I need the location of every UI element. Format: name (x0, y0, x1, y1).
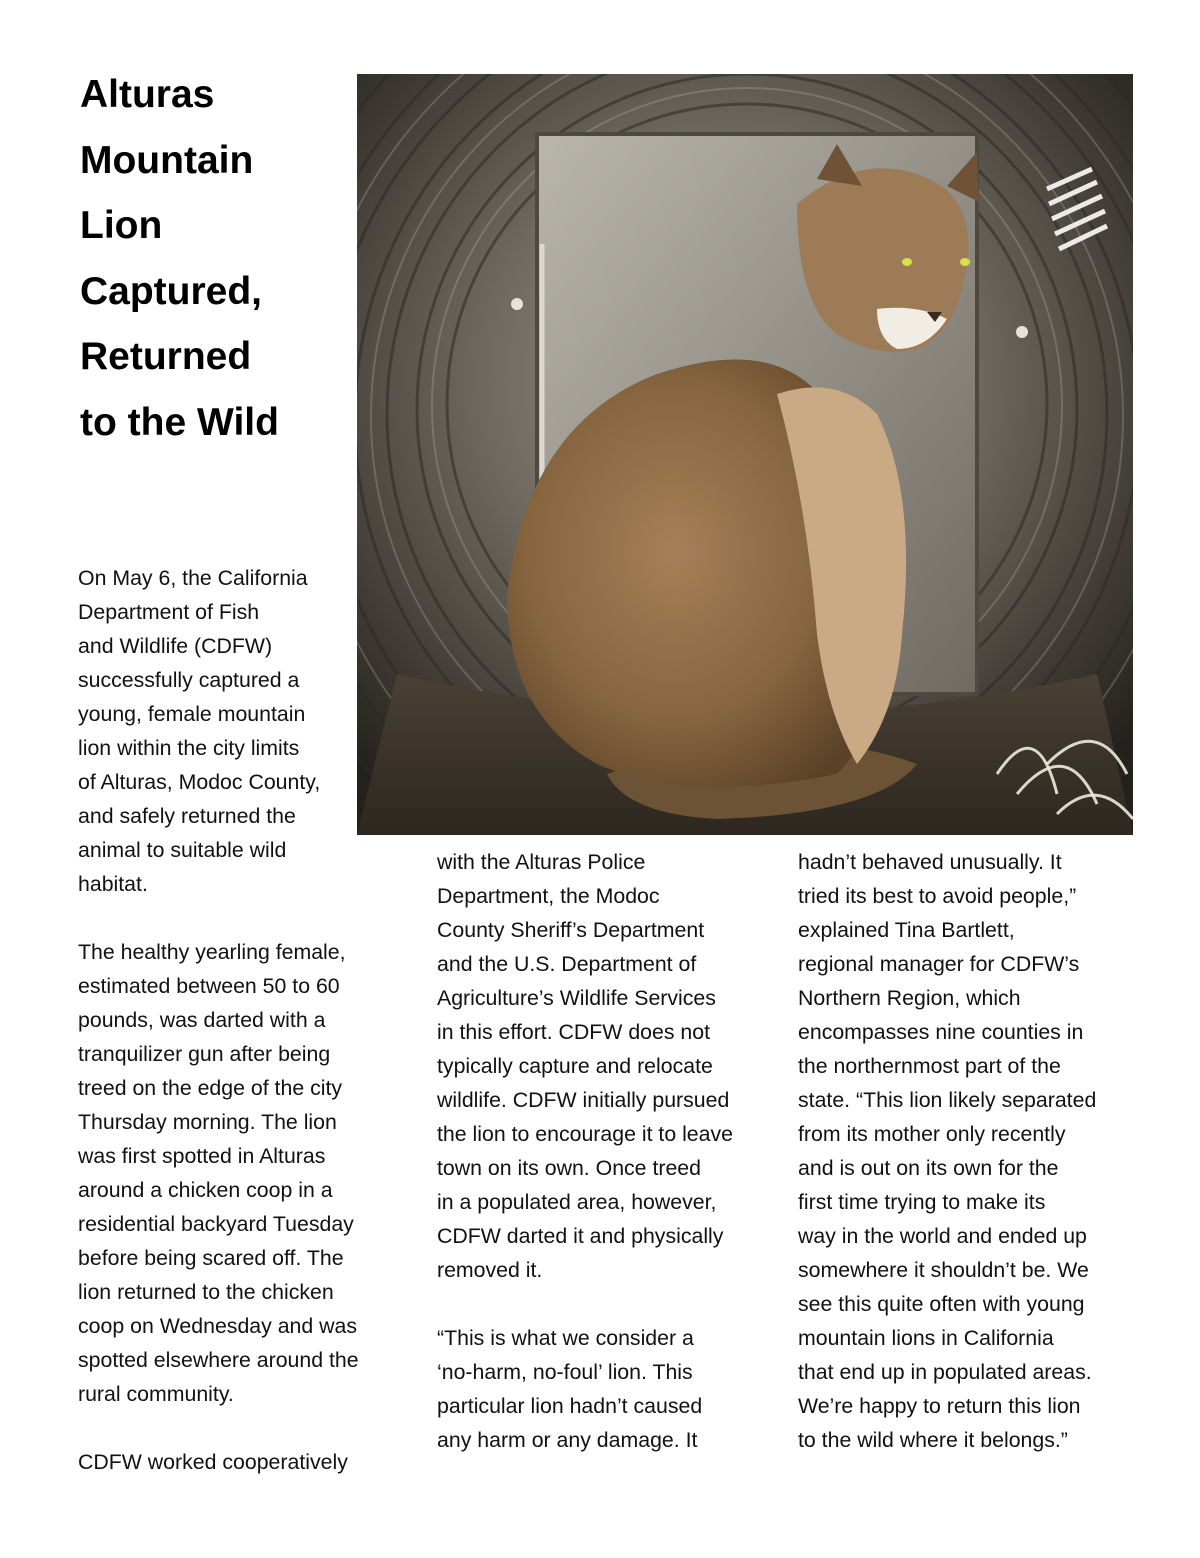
article-text-line: the lion to encourage it to leave (437, 1122, 733, 1146)
article-text-line: see this quite often with young (798, 1292, 1085, 1316)
mountain-lion-photo (357, 74, 1133, 835)
article-text-line: town on its own. Once treed (437, 1156, 701, 1180)
article-text-line: CDFW darted it and physically (437, 1224, 724, 1248)
article-text-line: in a populated area, however, (437, 1190, 717, 1214)
headline-line: Lion (80, 204, 163, 247)
article-text-line: treed on the edge of the city (78, 1076, 343, 1100)
article-text-line: hadn’t behaved unusually. It (798, 850, 1062, 874)
article-text-line: Agriculture’s Wildlife Services (437, 986, 716, 1010)
article-text-line: that end up in populated areas. (798, 1360, 1092, 1384)
article-text-line: animal to suitable wild (78, 838, 287, 862)
article-text-line: wildlife. CDFW initially pursued (437, 1088, 730, 1112)
article-text-line: in this effort. CDFW does not (437, 1020, 711, 1044)
article-text-line: On May 6, the California (78, 566, 308, 590)
article-text-line: Department, the Modoc (437, 884, 660, 908)
article-text-line: lion returned to the chicken (78, 1280, 334, 1304)
article-text-line: way in the world and ended up (798, 1224, 1087, 1248)
article-text-line: typically capture and relocate (437, 1054, 713, 1078)
article-text-line: coop on Wednesday and was (78, 1314, 358, 1338)
article-text-line: rural community. (78, 1382, 234, 1406)
article-text-line: ‘no-harm, no-foul’ lion. This (437, 1360, 693, 1384)
article-text-line: explained Tina Bartlett, (798, 918, 1015, 942)
paragraph-break (78, 1411, 359, 1445)
article-text-line: state. “This lion likely separated (798, 1088, 1097, 1112)
article-text-line: Northern Region, which (798, 986, 1021, 1010)
article-text-line: regional manager for CDFW’s (798, 952, 1080, 976)
article-text-line: encompasses nine counties in (798, 1020, 1084, 1044)
article-column-1 (78, 561, 359, 1479)
paragraph-break (437, 1287, 733, 1321)
article-text-line: pounds, was darted with a (78, 1008, 326, 1032)
headline-line: to the Wild (80, 400, 279, 444)
article-text-line: We’re happy to return this lion (798, 1394, 1081, 1418)
article-text-line: CDFW worked cooperatively (78, 1450, 348, 1474)
article-text-line: tried its best to avoid people,” (798, 884, 1077, 908)
article-text-line: mountain lions in California (798, 1326, 1054, 1350)
article-text-line: and is out on its own for the (798, 1156, 1059, 1180)
article-text-line: residential backyard Tuesday (78, 1212, 354, 1236)
article-headline (80, 62, 360, 455)
article-text-line: from its mother only recently (798, 1122, 1066, 1146)
article-column-3 (798, 845, 1096, 1457)
article-text-line: tranquilizer gun after being (78, 1042, 331, 1066)
article-text-line: and safely returned the (78, 804, 296, 828)
article-text-line: successfully captured a (78, 668, 300, 692)
article-text-line: lion within the city limits (78, 736, 300, 760)
article-text-line: and the U.S. Department of (437, 952, 697, 976)
article-text-line: habitat. (78, 872, 148, 896)
paragraph-break (78, 901, 359, 935)
article-text-line: and Wildlife (CDFW) (78, 634, 273, 658)
article-text-line: first time trying to make its (798, 1190, 1046, 1214)
article-text-line: estimated between 50 to 60 (78, 974, 340, 998)
article-text-line: the northernmost part of the (798, 1054, 1061, 1078)
article-text-line: Department of Fish (78, 600, 260, 624)
article-text-line: somewhere it shouldn’t be. We (798, 1258, 1089, 1282)
article-text-line: with the Alturas Police (437, 850, 646, 874)
headline-line: Captured, (80, 269, 263, 313)
article-text-line: was first spotted in Alturas (78, 1144, 326, 1168)
article-text-line: removed it. (437, 1258, 543, 1282)
article-text-line: around a chicken coop in a (78, 1178, 333, 1202)
mountain-lion-photo-drawing (357, 74, 1133, 835)
headline-line: Mountain (80, 138, 254, 182)
article-text-line: any harm or any damage. It (437, 1428, 698, 1452)
headline-line: Returned (80, 335, 252, 378)
article-text-line: County Sheriff’s Department (437, 918, 705, 942)
article-text-line: young, female mountain (78, 702, 306, 726)
article-text-line: of Alturas, Modoc County, (78, 770, 321, 794)
article-text-line: before being scared off. The (78, 1246, 344, 1270)
article-text-line: particular lion hadn’t caused (437, 1394, 703, 1418)
article-text-line: spotted elsewhere around the (78, 1348, 359, 1372)
article-text-line: to the wild where it belongs.” (798, 1428, 1068, 1452)
headline-line: Alturas (80, 73, 215, 116)
article-text-line: “This is what we consider a (437, 1326, 694, 1350)
article-text-line: The healthy yearling female, (78, 940, 346, 964)
article-column-2 (437, 845, 733, 1457)
article-text-line: Thursday morning. The lion (78, 1110, 337, 1134)
